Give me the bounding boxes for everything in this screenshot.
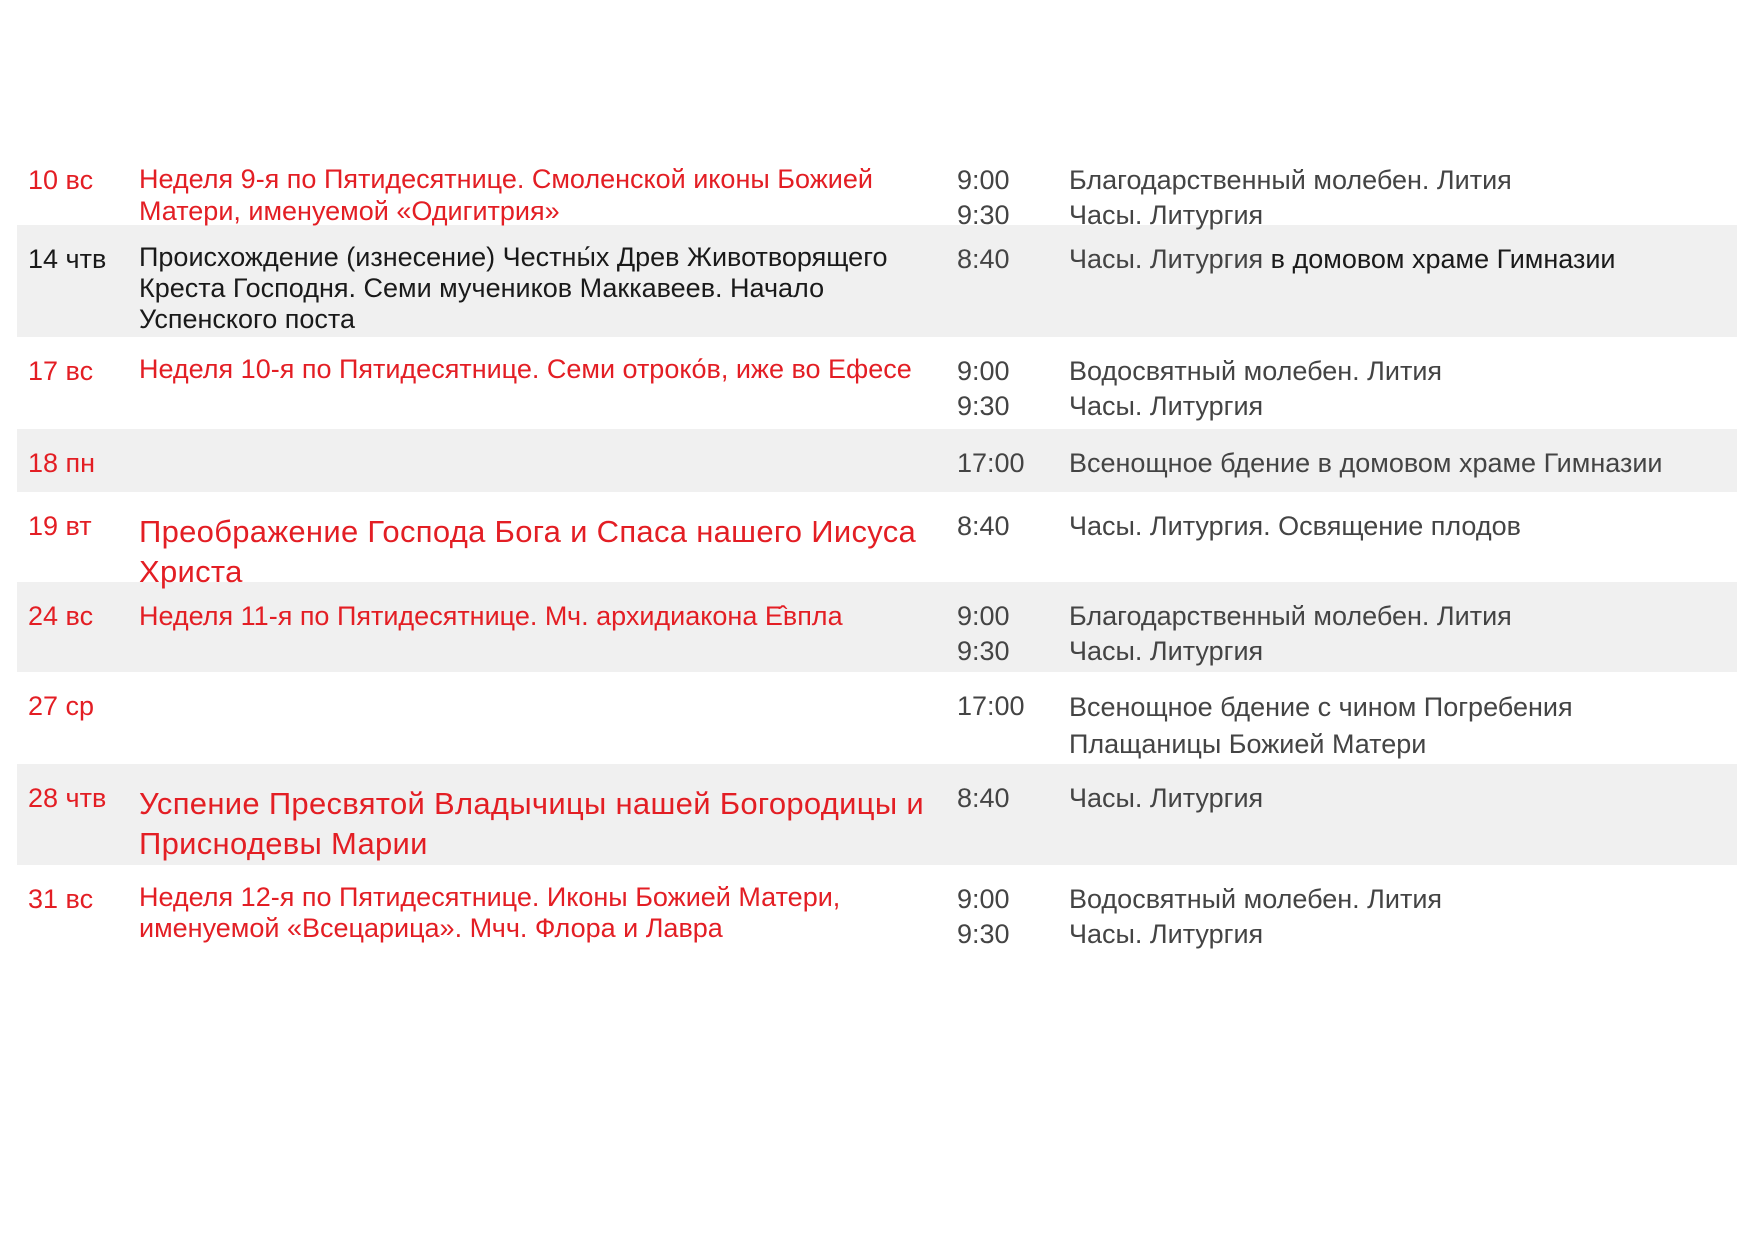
service-name: Часы. Литургия. Освящение плодов	[1069, 511, 1521, 541]
row-date: 24 вс	[28, 601, 94, 631]
service-time: 8:40	[957, 511, 1010, 541]
row-title	[139, 781, 957, 864]
service-name: Водосвятный молебен. Лития	[1069, 884, 1443, 914]
service-time: 9:30	[957, 200, 1010, 230]
row-times	[957, 163, 1069, 233]
service-time: 9:30	[957, 636, 1010, 666]
service-name-suffix: в домовом храме Гимназии	[1263, 244, 1616, 274]
row-title-text: Неделя 11-я по Пятидесятнице. Мч. архидиакона Е̂впла	[139, 601, 843, 631]
row-title-text: Происхождение (изнесение) Честны́х Древ Животворящего Креста Господня. Семи мучеников Маккавеев. Начало Успенского поста	[139, 242, 888, 334]
row-date: 10 вс	[28, 165, 94, 195]
row-times	[957, 599, 1069, 669]
row-services	[1069, 509, 1737, 544]
schedule-table	[17, 146, 1737, 957]
row-times	[957, 354, 1069, 424]
service-name: Благодарственный молебен. Лития	[1069, 601, 1512, 631]
service-time: 9:00	[957, 165, 1010, 195]
row-times	[957, 509, 1069, 544]
service-name: Часы. Литургия	[1069, 783, 1264, 813]
service-name	[1069, 242, 1737, 277]
row-services	[1069, 354, 1737, 424]
service-time: 9:00	[957, 356, 1010, 386]
service-time: 9:00	[957, 884, 1010, 914]
row-title-text: Преображение Господа Бога и Спаса нашего Иисуса Христа	[139, 514, 917, 589]
service-name: Благодарственный молебен. Лития	[1069, 165, 1512, 195]
row-title-text: Неделя 9-я по Пятидесятнице. Смоленской иконы Божией Матери, именуемой «Одигитрия»	[139, 164, 873, 226]
row-title	[139, 242, 957, 335]
row-title	[139, 509, 957, 592]
row-times	[957, 689, 1069, 724]
service-time: 9:00	[957, 601, 1010, 631]
row-date: 28 чтв	[28, 783, 107, 813]
row-title-text: Успение Пресвятой Владычицы нашей Богородицы и Приснодевы Марии	[139, 786, 924, 861]
row-services	[1069, 242, 1737, 277]
row-services	[1069, 781, 1737, 816]
row-title-text: Неделя 12-я по Пятидесятнице. Иконы Божией Матери, именуемой «Всецарица». Мчч. Флора и Лавра	[139, 882, 841, 943]
row-times	[957, 446, 1069, 481]
schedule-row	[17, 225, 1737, 337]
row-date: 27 ср	[28, 691, 95, 721]
service-name: Всенощное бдение в домовом храме Гимназии	[1069, 448, 1663, 478]
row-times	[957, 882, 1069, 952]
row-title	[139, 882, 957, 944]
schedule-row	[17, 764, 1737, 865]
row-date: 18 пн	[28, 448, 96, 478]
row-date: 31 вс	[28, 884, 94, 914]
schedule-row	[17, 865, 1737, 957]
schedule-row	[17, 492, 1737, 589]
row-title	[139, 599, 957, 634]
row-services	[1069, 163, 1737, 233]
service-time: 17:00	[957, 448, 1025, 478]
row-times	[957, 242, 1069, 277]
service-time: 9:30	[957, 919, 1010, 949]
row-services	[1069, 446, 1737, 481]
row-date: 19 вт	[28, 511, 92, 541]
service-name: Часы. Литургия	[1069, 391, 1264, 421]
schedule-row	[17, 672, 1737, 764]
service-time: 8:40	[957, 783, 1010, 813]
service-name-main: Часы. Литургия	[1069, 244, 1264, 274]
row-date: 17 вс	[28, 356, 94, 386]
service-time: 9:30	[957, 391, 1010, 421]
service-name: Часы. Литургия	[1069, 200, 1264, 230]
row-title	[139, 354, 957, 385]
row-services	[1069, 689, 1737, 763]
service-name: Водосвятный молебен. Лития	[1069, 356, 1443, 386]
row-services	[1069, 599, 1737, 669]
schedule-row	[17, 429, 1737, 492]
service-name: Часы. Литургия	[1069, 919, 1264, 949]
service-name: Всенощное бдение с чином Погребения Плащаницы Божией Матери	[1069, 692, 1573, 759]
schedule-row	[17, 582, 1737, 672]
row-services	[1069, 882, 1737, 952]
service-time: 8:40	[957, 244, 1010, 274]
row-title-text: Неделя 10-я по Пятидесятнице. Семи отроко́в, иже во Ефесе	[139, 354, 912, 384]
row-times	[957, 781, 1069, 816]
service-name: Часы. Литургия	[1069, 636, 1264, 666]
service-time: 17:00	[957, 691, 1025, 721]
row-date: 14 чтв	[28, 244, 107, 274]
schedule-row	[17, 337, 1737, 429]
row-title	[139, 163, 957, 227]
schedule-row	[17, 146, 1737, 230]
